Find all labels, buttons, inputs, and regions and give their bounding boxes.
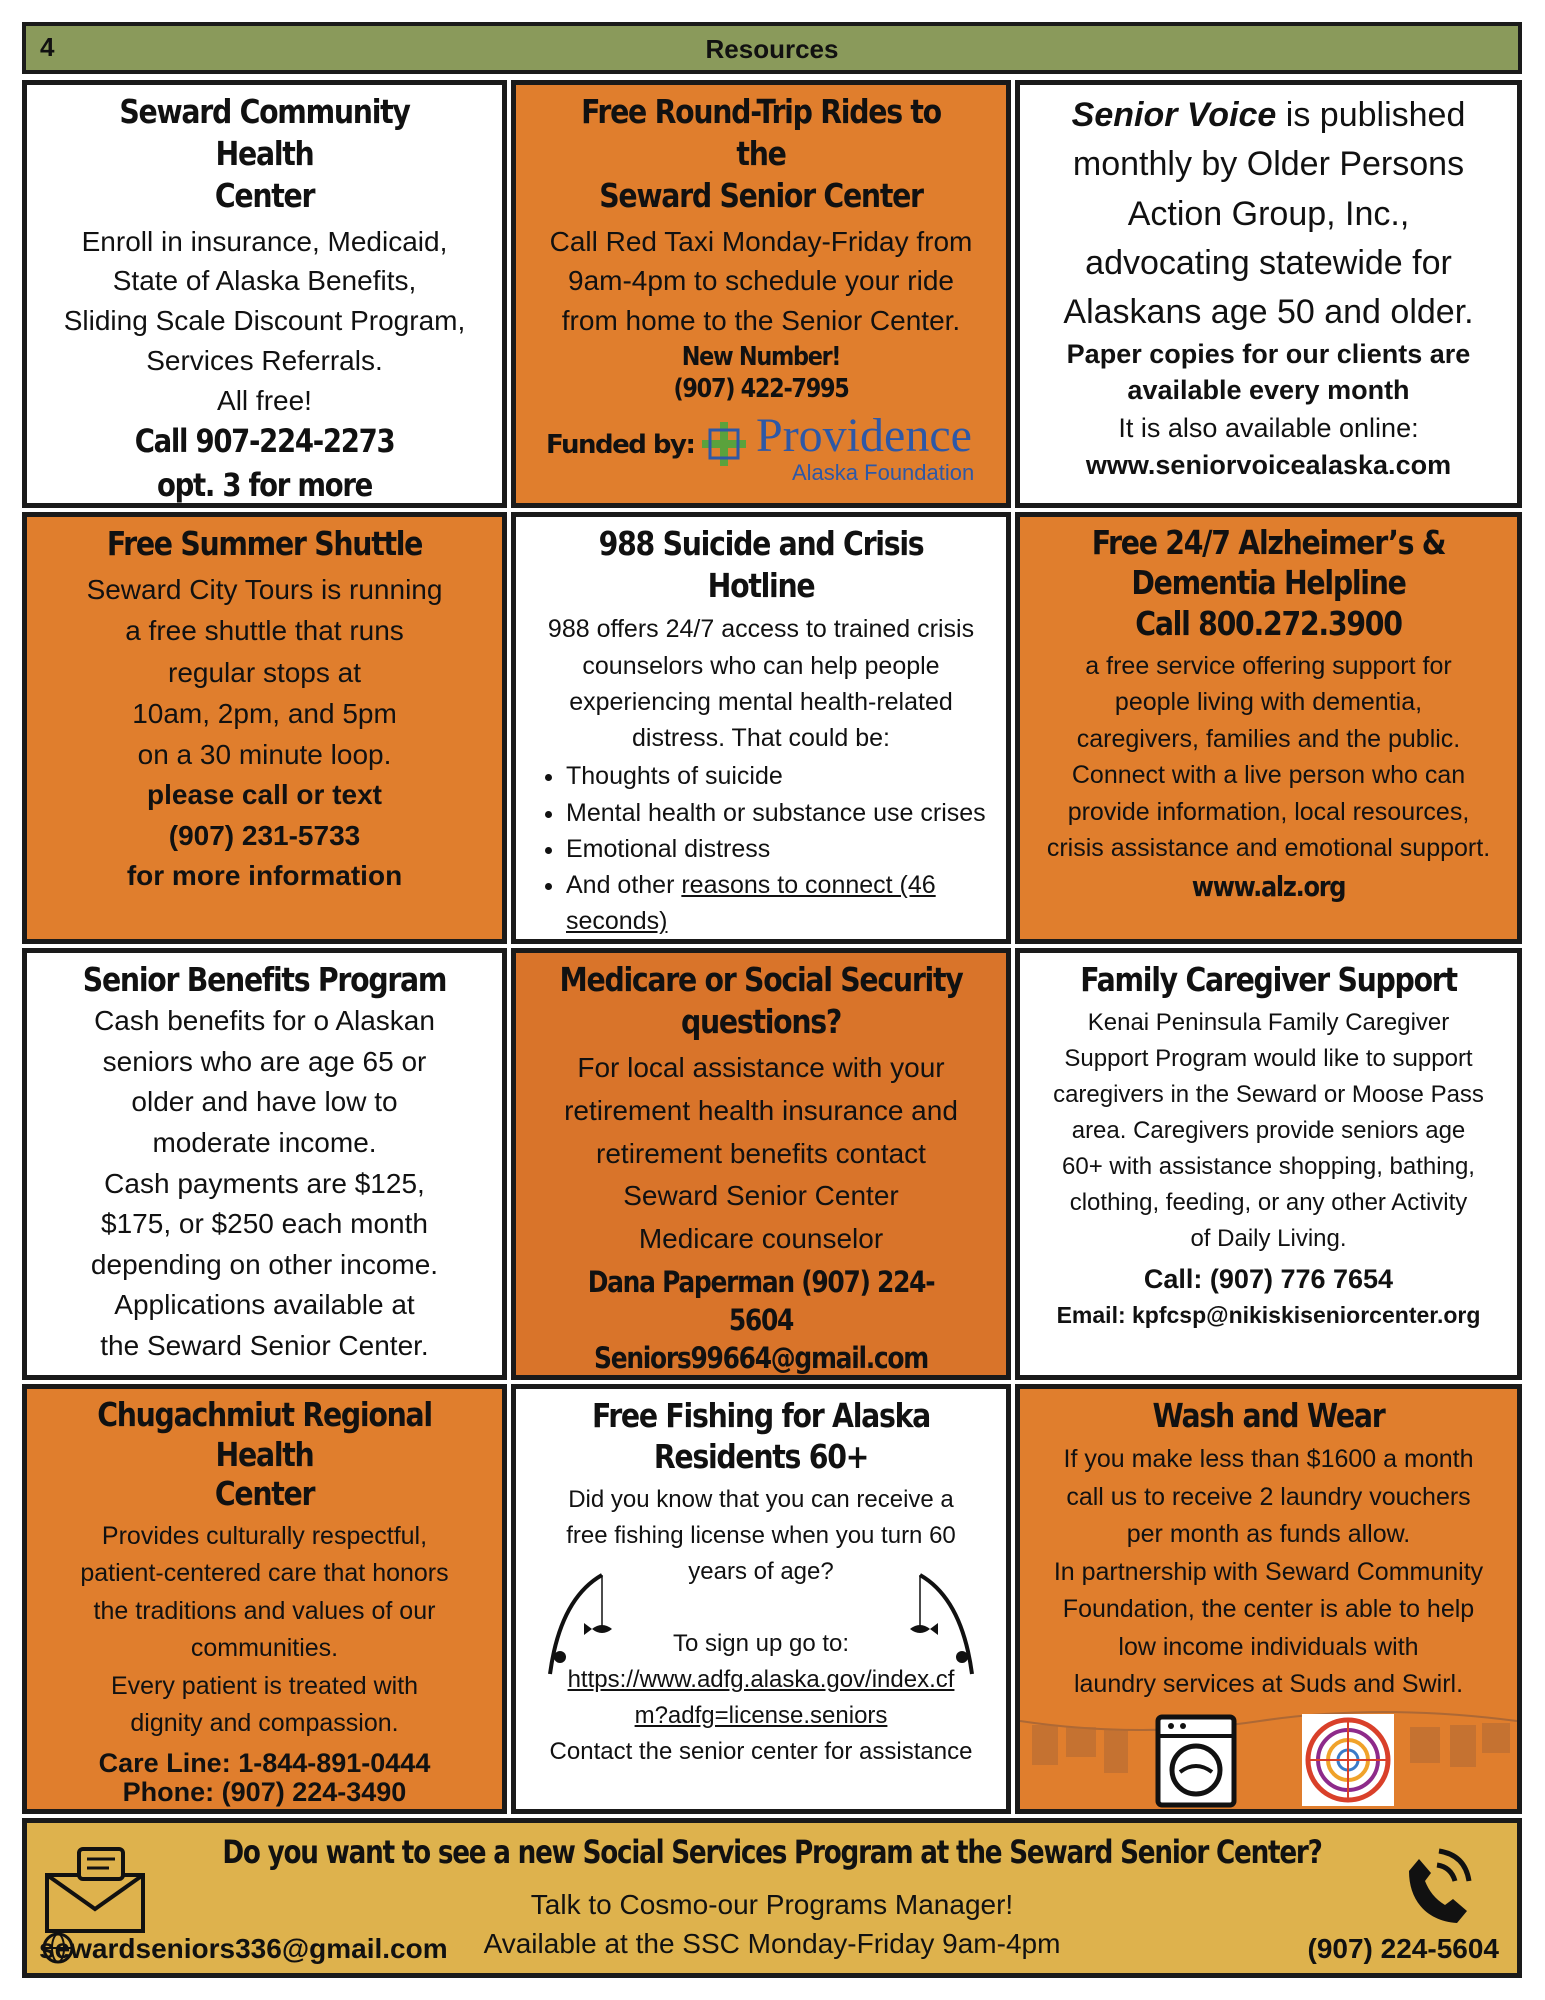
caregiver-phone: Call: (907) 776 7654	[1143, 1264, 1394, 1295]
chugachmiut-contact: Care Line: 1-844-891-0444 Phone: (907) 224-3490	[98, 1747, 431, 1808]
alzheimers-title: Free 24/7 Alzheimer’s & Dementia Helpline Call 800.272.3900	[1091, 523, 1446, 643]
footer-headline: Do you want to see a new Social Services Program at the Seward Senior Center?	[222, 1833, 1322, 1871]
shuttle-contact: please call or text (907) 231-5733 for more information	[126, 779, 403, 892]
wash-and-wear-card	[1015, 1384, 1522, 1814]
senior-benefits-card	[22, 948, 507, 1380]
fishing-license-link[interactable]: https://www.adfg.alaska.gov/index.cf m?adfg=license.seniors	[567, 1665, 955, 1729]
funded-by-label: Funded by:	[546, 429, 695, 460]
fishing-title: Free Fishing for Alaska Residents 60+	[591, 1396, 931, 1477]
senior-voice-name: Senior Voice	[1071, 96, 1277, 134]
list-item: • Emotional distress	[566, 831, 996, 867]
shuttle-card	[22, 512, 507, 944]
senior-voice-body: Senior Voice is published monthly by Older Persons Action Group, Inc., advocating statewide for Alaskans age 50 and older.	[1063, 96, 1474, 332]
alzheimers-body: a free service offering support for people living with dementia, caregivers, families and the public. Connect with a live person who can provide information, local resources, crisis assistance and emotional support.	[1046, 651, 1491, 863]
hotline-card	[511, 512, 1011, 944]
caregiver-title: Family Caregiver Support	[1080, 960, 1457, 999]
mail-icon	[43, 1847, 153, 1937]
shuttle-title: Free Summer Shuttle	[106, 524, 423, 563]
reasons-to-connect-link[interactable]: reasons to connect (46 seconds)	[566, 871, 936, 936]
mandala-logo-icon	[1302, 1714, 1394, 1806]
fishing-body: Did you know that you can receive a free fishing license when you turn 60 years of age? To sign up go to: https://www.adfg.alaska.gov/index.cf m?adfg=license.seniors Contact the senior center for assistance	[526, 1482, 996, 1770]
rides-card	[511, 80, 1011, 508]
page-header	[22, 22, 1522, 74]
senior-benefits-title: Senior Benefits Program	[82, 960, 447, 999]
alzheimers-url[interactable]: www.alz.org	[1191, 869, 1346, 903]
senior-voice-url[interactable]: www.seniorvoicealaska.com	[1085, 450, 1452, 481]
medicare-title: Medicare or Social Security questions?	[559, 960, 963, 1042]
fishing-rod-icon	[542, 1569, 612, 1679]
chugachmiut-body: Provides culturally respectful, patient-centered care that honors the traditions and values of our communities. Every patient is treated with dignity and compassion.	[80, 1521, 449, 1738]
fishing-rod-icon	[910, 1569, 980, 1679]
rides-body: Call Red Taxi Monday-Friday from 9am-4pm to schedule your ride from home to the Senior Center.	[549, 225, 973, 337]
hotline-list	[526, 758, 996, 939]
health-center-call: Call 907-224-2273 opt. 3 for more	[134, 422, 395, 504]
phone-icon	[1387, 1841, 1487, 1931]
chugachmiut-card	[22, 1384, 507, 1814]
health-center-card	[22, 80, 507, 508]
page-title: Resources	[705, 34, 839, 64]
medicare-contact: Dana Paperman (907) 224-5604 Seniors99664@gmail.com	[559, 1264, 963, 1377]
hotline-body: 988 offers 24/7 access to trained crisis counselors who can help people experiencing mental health-related distress. That could be:	[547, 615, 975, 753]
senior-benefits-body: Cash benefits for o Alaskan seniors who are age 65 or older and have low to moderate income. Cash payments are $125, $175, or $250 each month depending on other income. Applications available at the Seward Senior Center.	[90, 1005, 439, 1361]
footer-email[interactable]: sewardseniors336@gmail.com	[39, 1933, 448, 1964]
caregiver-body: Kenai Peninsula Family Caregiver Support Program would like to support caregivers in the Seward or Moose Pass area. Caregivers provide seniors age 60+ with assistance shopping, bathing, clothing, feeding, or any other Activity of Daily Living.	[1053, 1009, 1484, 1253]
medicare-body: For local assistance with your retirement health insurance and retirement benefits contact Seward Senior Center Medicare counselor	[564, 1052, 958, 1254]
providence-logo-text: Providence	[756, 408, 972, 462]
footer-info: Talk to Cosmo-our Programs Manager! Available at the SSC Monday-Friday 9am-4pm	[483, 1889, 1061, 1960]
funded-by-row	[526, 410, 996, 484]
hotline-title: 988 Suicide and Crisis Hotline	[598, 524, 924, 606]
senior-voice-card	[1015, 80, 1522, 508]
caregiver-card	[1015, 948, 1522, 1380]
chugachmiut-title: Chugachmiut Regional Health Center	[97, 1395, 432, 1514]
footer-phone: (907) 224-5604	[1307, 1933, 1499, 1964]
page-number: 4	[40, 32, 55, 62]
medicare-card	[511, 948, 1011, 1380]
list-item: • And other reasons to connect (46 seconds)	[566, 867, 996, 940]
providence-logo-subtext: Alaska Foundation	[792, 459, 975, 485]
senior-voice-online: It is also available online:	[1118, 412, 1419, 443]
health-center-body: Enroll in insurance, Medicaid, State of Alaska Benefits, Sliding Scale Discount Program, Services Referrals. All free!	[63, 225, 466, 416]
wash-and-wear-title: Wash and Wear	[1152, 1396, 1385, 1435]
providence-cross-icon	[698, 418, 750, 470]
health-center-title: Seward Community Health Center	[119, 92, 410, 216]
washing-machine-icon	[1155, 1714, 1237, 1808]
rides-phone: New Number! (907) 422-7995	[673, 341, 849, 405]
rides-title: Free Round-Trip Rides to the Seward Senior Center	[581, 92, 941, 216]
caregiver-email[interactable]: Email: kpfcsp@nikiskiseniorcenter.org	[1056, 1302, 1481, 1329]
list-item: • Thoughts of suicide	[566, 758, 996, 794]
wash-and-wear-body: If you make less than $1600 a month call us to receive 2 laundry vouchers per month as funds allow. In partnership with Seward Community Foundation, the center is able to help low income individuals with laundry services at Suds and Swirl.	[1053, 1445, 1484, 1699]
fishing-card	[511, 1384, 1011, 1814]
alzheimers-card	[1015, 512, 1522, 944]
shuttle-body: Seward City Tours is running a free shuttle that runs regular stops at 10am, 2pm, and 5pm on a 30 minute loop.	[86, 574, 443, 770]
senior-voice-paper: Paper copies for our clients are available every month	[1066, 339, 1471, 405]
medicare-email[interactable]: Seniors99664@gmail.com	[594, 1340, 928, 1375]
laundry-illustration	[1020, 1709, 1517, 1809]
footer-banner	[22, 1818, 1522, 1978]
list-item: • Mental health or substance use crises	[566, 795, 996, 831]
